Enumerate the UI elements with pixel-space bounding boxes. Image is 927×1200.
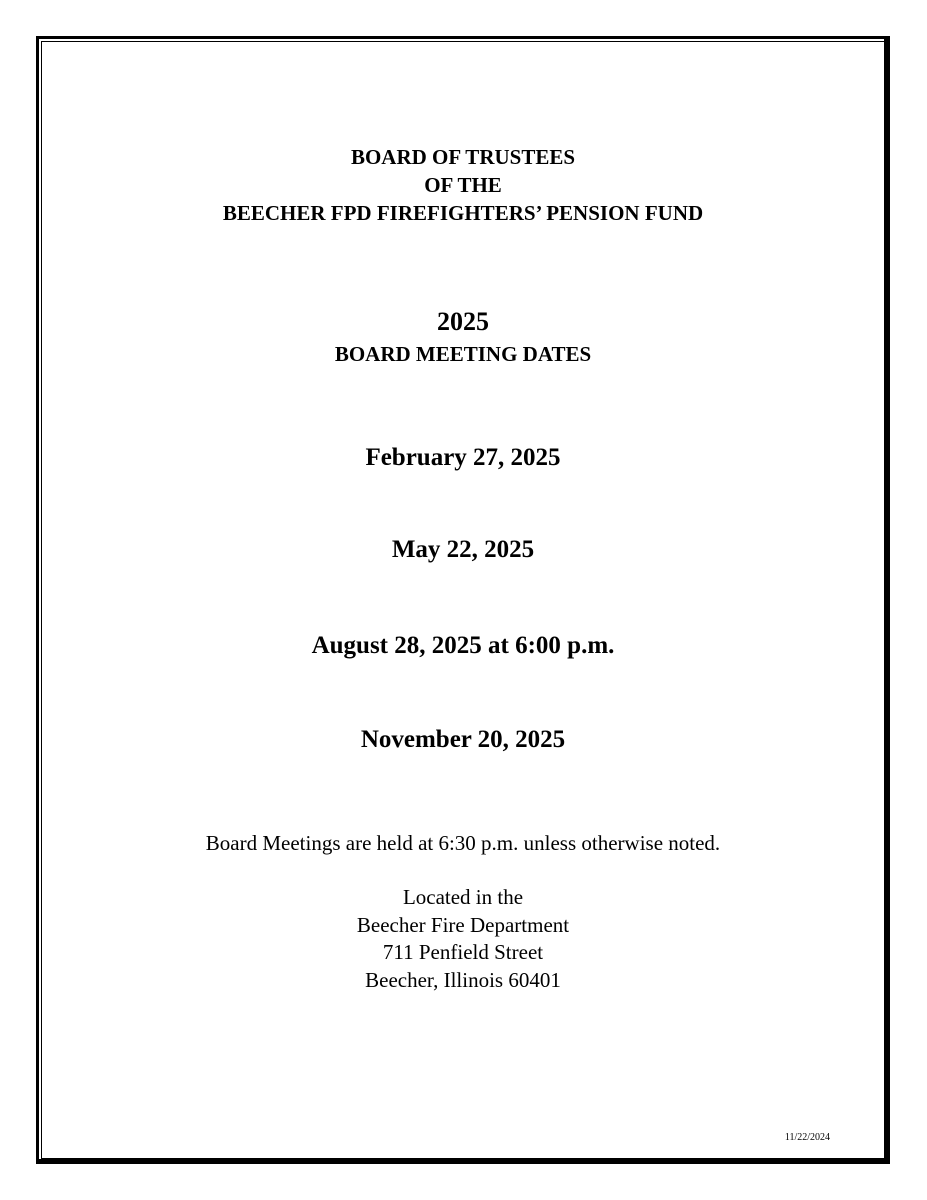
meeting-date-3: August 28, 2025 at 6:00 p.m. xyxy=(311,632,615,659)
schedule-year: 2025 xyxy=(437,307,489,336)
board-heading xyxy=(41,143,885,227)
page-border-shadow-bottom xyxy=(38,1159,887,1162)
location-intro: Located in the xyxy=(402,885,524,909)
schedule-title: BOARD MEETING DATES xyxy=(334,342,592,366)
meeting-location xyxy=(41,884,885,994)
heading-line-3: BEECHER FPD FIREFIGHTERS’ PENSION FUND xyxy=(222,201,704,225)
revision-date: 11/22/2024 xyxy=(784,1132,830,1143)
location-name: Beecher Fire Department xyxy=(356,912,570,937)
location-street: 711 Penfield Street xyxy=(382,940,544,964)
meeting-date-2: May 22, 2025 xyxy=(391,536,535,563)
location-city: Beecher, Illinois 60401 xyxy=(365,967,561,992)
meeting-date-4: November 20, 2025 xyxy=(360,726,566,753)
meeting-time-note: Board Meetings are held at 6:30 p.m. unless otherwise noted. xyxy=(205,831,721,855)
heading-line-2: OF THE xyxy=(424,173,502,197)
meeting-date-1: February 27, 2025 xyxy=(365,444,561,471)
heading-line-1: BOARD OF TRUSTEES xyxy=(350,145,576,169)
